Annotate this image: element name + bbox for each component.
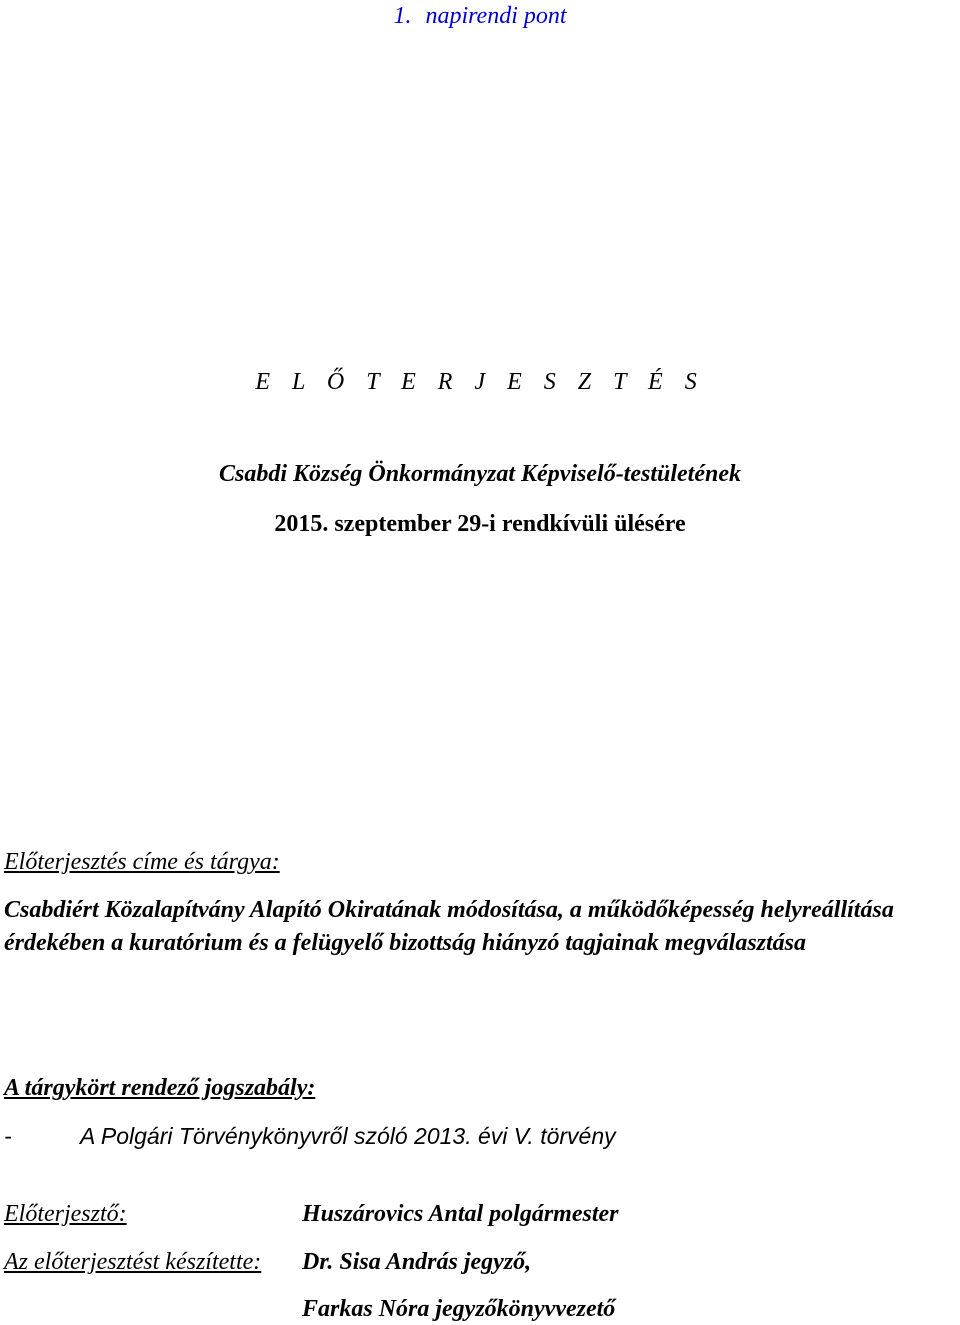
agenda-number: 1. [393, 3, 412, 29]
subject-label: Előterjesztés címe és tárgya: [4, 849, 280, 875]
subject-text-line: Csabdiért Közalapítvány Alapító Okiratának módosítása, a működőképesség helyreállítása [4, 897, 894, 923]
document-title: E L Ő T E R J E S Z T É S [255, 369, 705, 395]
presenter-label: Előterjesztő: [4, 1201, 127, 1227]
law-item-text: A Polgári Törvénykönyvről szóló 2013. évi V. törvény [80, 1123, 616, 1149]
law-label: A tárgykört rendező jogszabály: [4, 1075, 316, 1101]
agenda-text: napirendi pont [425, 3, 567, 29]
agenda-item-heading [0, 4, 960, 28]
list-dash: - [4, 1123, 12, 1149]
presenter-name: Huszárovics Antal polgármester [302, 1201, 619, 1227]
prepared-by-name: Dr. Sisa András jegyző, [302, 1249, 532, 1275]
subject-text-line: érdekében a kuratórium és a felügyelő bizottság hiányzó tagjainak megválasztása [4, 930, 807, 956]
session-line: 2015. szeptember 29-i rendkívüli ülésére [274, 511, 686, 537]
prepared-by-name: Farkas Nóra jegyzőkönyvvezető [302, 1296, 616, 1322]
addressee-line: Csabdi Község Önkormányzat Képviselő-testületének [219, 461, 741, 487]
prepared-by-label: Az előterjesztést készítette: [4, 1249, 262, 1275]
law-list-item [4, 1125, 616, 1148]
